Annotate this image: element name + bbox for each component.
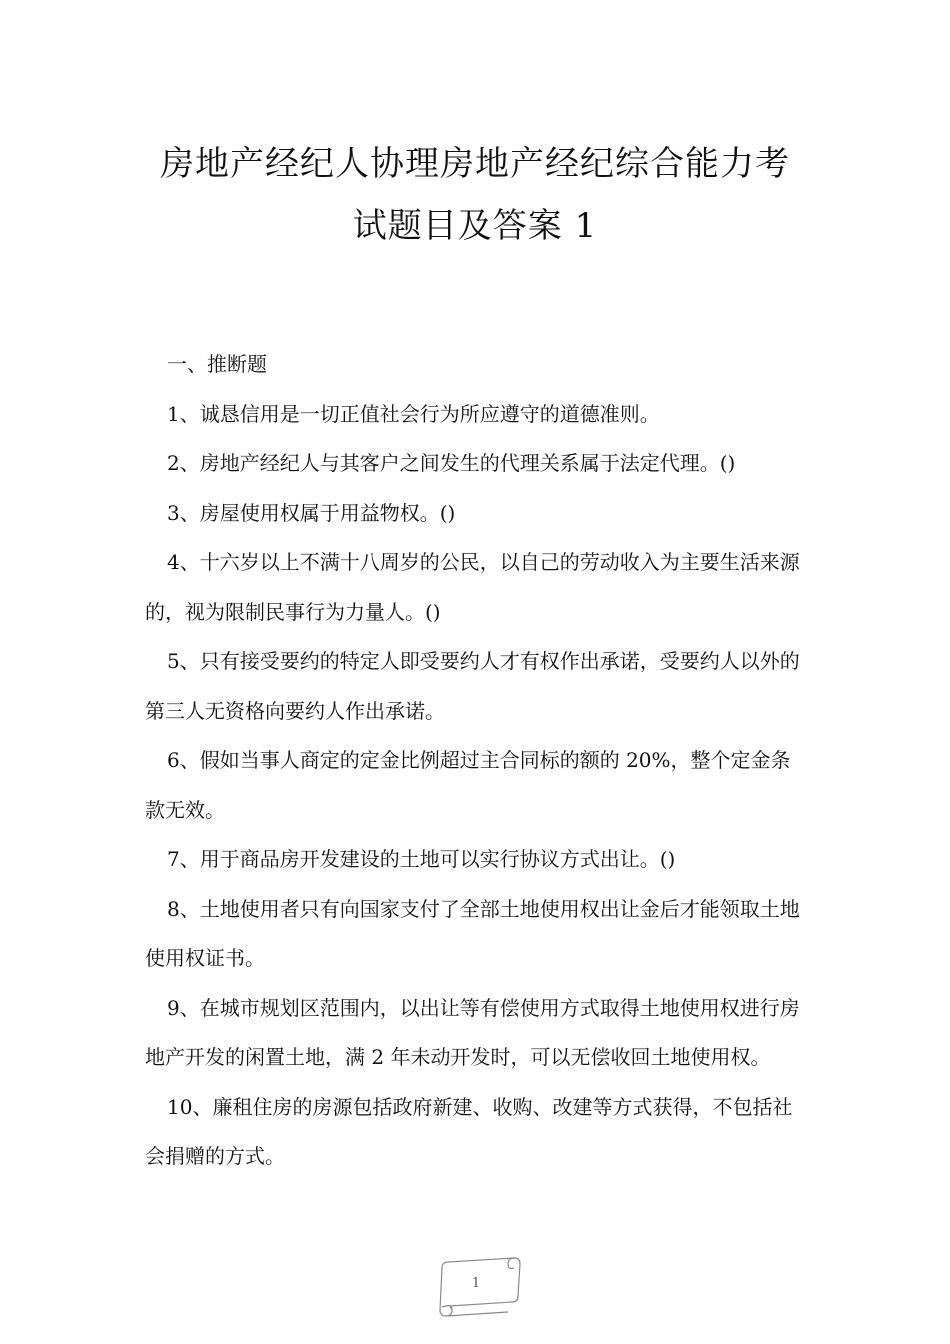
- question-4: 4、十六岁以上不满十八周岁的公民，以自己的劳动收入为主要生活来源的，视为限制民事行为力量人。(): [145, 550, 800, 624]
- question-2: 2、房地产经纪人与其客户之间发生的代理关系属于法定代理。(): [167, 451, 736, 475]
- question-3: 3、房屋使用权属于用益物权。(): [167, 500, 456, 525]
- section-heading: 一、推断题: [167, 352, 267, 376]
- question-8: 8、土地使用者只有向国家支付了全部土地使用权出让金后才能领取土地使用权证书。: [145, 896, 800, 970]
- question-9: 9、在城市规划区范围内，以出让等有偿使用方式取得土地使用权进行房地产开发的闲置土地，满 2 年未动开发时，可以无偿收回土地使用权。: [145, 995, 800, 1069]
- question-6: 6、假如当事人商定的定金比例超过主合同标的额的 20%，整个定金条款无效。: [145, 748, 791, 822]
- document-body: [145, 340, 810, 1182]
- question-1: 1、诚恳信用是一切正值社会行为所应遵守的道德准则。: [167, 401, 660, 426]
- question-7: 7、用于商品房开发建设的土地可以实行协议方式出让。(): [167, 847, 676, 871]
- question-5: 5、只有接受要约的特定人即受要约人才有权作出承诺，受要约人以外的第三人无资格向要约人作出承诺。: [145, 649, 800, 723]
- page-number: 1: [471, 1276, 481, 1291]
- document-title-line-1: 房地产经纪人协理房地产经纪综合能力考: [160, 144, 790, 184]
- question-10: 10、廉租住房的房源包括政府新建、收购、改建等方式获得，不包括社会捐赠的方式。: [145, 1094, 793, 1168]
- document-title-line-2: 试题目及答案 1: [352, 206, 598, 246]
